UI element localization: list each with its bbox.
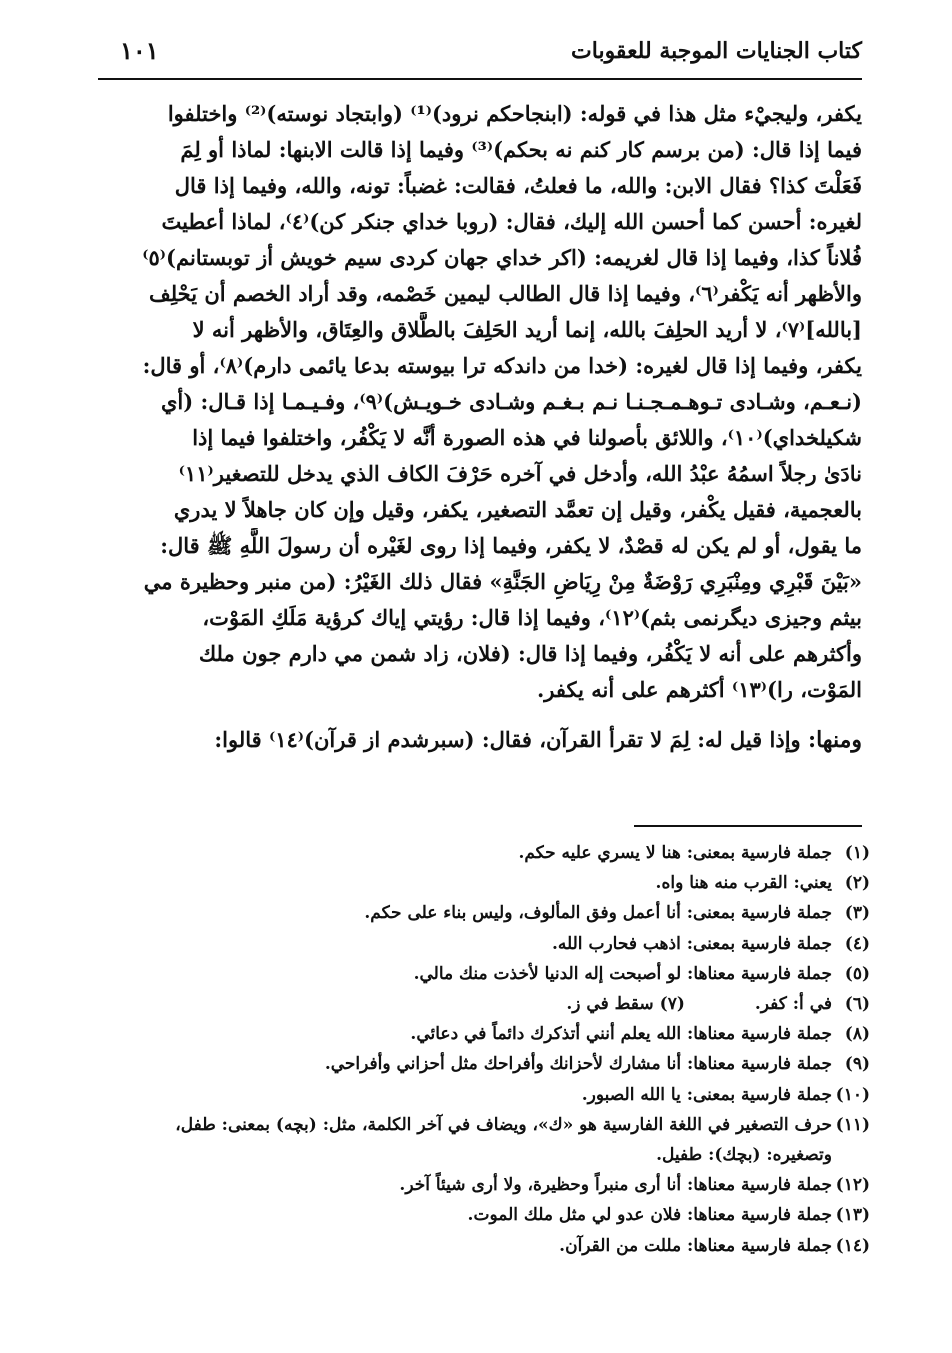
text-line: المَوْت، را)⁽١٣⁾ أكثرهم على أنه يكفر. <box>536 677 862 702</box>
text-line: يكفر، وفيما إذا قال لغيره: (خدا من داندكه ترا بيوسته بدعا يائمى دارم)⁽٨⁾، أو قال: <box>142 353 862 378</box>
footnote-text: حرف التصغير في اللغة الفارسية هو «ك»، ويضاف في آخر الكلمة، مثل: (بچه) بمعنى: طفل، <box>175 1114 832 1135</box>
footnote <box>96 1049 870 1079</box>
footnote <box>566 989 684 1019</box>
footnote-text: في أ: كفر. <box>754 994 832 1015</box>
text-line: «بَيْنَ قَبْرِي ومِنْبَرِي رَوْضَةٌ مِنْ رِيَاضِ الجَنَّةِ» فقال ذلك الغَيْرُ: (من منبر وحظيرة مي <box>143 569 862 594</box>
footnote-text: جملة فارسية بمعنى: أنا أعمل وفق المألوف، وليس بناء على حكم. <box>364 903 832 924</box>
footnote-number: (٢) <box>844 873 870 894</box>
footnote <box>96 929 870 959</box>
footnote-text: جملة فارسية معناها: لو أصبحت إله الدنيا لأخذت منك مالي. <box>413 963 832 984</box>
text-line: (نـعـم، وشـادى تـوهـمـجـنـا نـم بـغـم وشـادى خـويـش)⁽٩⁾، وفـيـمـا إذا قـال: (أي <box>160 389 862 414</box>
footnote-text: جملة فارسية بمعنى: اذهب فحارب الله. <box>551 933 832 954</box>
text-line: نادَىٰ رجلاً اسمُهُ عبْدُ الله، وأدخل في آخره حَرْفَ الكاف الذي يدخل للتصغير⁽١١⁾ <box>178 461 862 486</box>
footnote <box>96 1019 870 1049</box>
main-text <box>96 96 862 758</box>
running-header <box>98 34 862 80</box>
footnote <box>96 898 870 928</box>
footnote-text: جملة فارسية بمعنى: هنا لا يسري عليه حكم. <box>518 843 832 863</box>
text-line: فَعَلْتَ كذا؟ فقال الابن: والله، ما فعلتُ، فقالت: غضباً: تونه، والله، وفيما إذا قال <box>174 173 862 198</box>
footnote <box>96 1110 870 1140</box>
section-text: وإذا قيل له: لِمَ لا تقرأ القرآن، فقال: (سبرشدم از قرآن)⁽١٤⁾ قالوا: <box>214 727 808 752</box>
text-line: والأظهر أنه يَكْفر⁽٦⁾، وفيما إذا قال الطالب ليمين خَصْمه، وقد أراد الخصم أن يَحْلِف <box>148 281 862 306</box>
footnote-continuation: وتصغيره: (بچك): طفيل. <box>656 1145 832 1166</box>
footnote-pair <box>96 989 870 1019</box>
footnote <box>96 1200 870 1230</box>
page-number: ١٠١ <box>120 36 159 65</box>
footnote <box>96 868 870 898</box>
footnote-text: سقط في ز. <box>566 994 654 1015</box>
text-line: فيما إذا قال: (من برسم كار كنم نه بحكم)⁽³⁾ وفيما إذا قالت الابنها: لماذا أو لِمَ <box>180 137 862 162</box>
text-line: بالعجمية، فقيل يكْفر، وقيل إن تعمَّد التصغير، يكفر، وقيل وإن كان جاهلاً لا يدري <box>173 497 862 522</box>
text-line: وأكثرهم على أنه لا يَكْفُر، وفيما إذا قال: (فلان، زاد شمن مي دارم جون ملك <box>198 641 862 666</box>
text-line: لغيره: أحسن كما أحسن الله إليك، فقال: (روبا خداي جنكر كن)⁽٤⁾، لماذا أعطيتَ <box>161 209 862 234</box>
text-line: [بالله]⁽٧⁾، لا أريد الحلِفَ بالله، إنما أريد الحَلِفَ بالطَّلاق والعِتَاق، والأظهر أنه لا <box>192 317 862 342</box>
footnote-number: (١٤) <box>835 1235 870 1256</box>
footnote-number: (٩) <box>844 1054 870 1075</box>
section-lead: ومنها: <box>807 727 862 753</box>
footnote <box>96 838 870 868</box>
footnote-number: (٥) <box>844 963 870 984</box>
footnote <box>96 1170 870 1200</box>
text-line: فُلاناً كذا، وفيما إذا قال لغريمه: (اكر خداي جهان كردى سيم خويش أز توبستانم)⁽٥⁾ <box>142 245 862 270</box>
footnote-text: جملة فارسية معناها: الله يعلم أنني أتذكرك دائماً في دعائي. <box>410 1024 832 1045</box>
section-paragraph <box>96 722 862 758</box>
footnote-number: (١٣) <box>835 1205 870 1226</box>
footnote-number: (٣) <box>844 903 870 924</box>
footnote-number: (١) <box>844 843 870 863</box>
text-line: بيثم وجيزى ديگرنمى بثم)⁽١٢⁾، وفيما إذا قال: رؤيتي إياك كرؤية مَلَكِ المَوْت، <box>202 605 862 630</box>
footnote-text: جملة فارسية معناها: أنا أرى منبراً وحظيرة، ولا أرى شيئاً آخر. <box>399 1175 832 1196</box>
footnote-number: (٤) <box>844 933 870 954</box>
footnote <box>755 989 870 1019</box>
text-line: يكفر، وليجيْء مثل هذا في قوله: (ابنجاحكم نرود)⁽¹⁾ (وابتجاد نوسته)⁽²⁾ واختلفوا <box>167 101 862 126</box>
footnote-number: (٦) <box>844 994 870 1015</box>
footnote <box>96 959 870 989</box>
footnote-number: (١١) <box>835 1114 870 1135</box>
footnote-separator <box>634 825 862 827</box>
footnote <box>96 1231 870 1261</box>
footnote-number: (١٢) <box>835 1175 870 1196</box>
chapter-title: كتاب الجنايات الموجبة للعقوبات <box>571 38 862 64</box>
text-line: شكيلخداي)⁽١٠⁾، واللائق بأصولنا في هذه الصورة أنَّه لا يَكْفُر، واختلفوا فيما إذا <box>192 425 862 450</box>
text-line: ما يقول، أو لم يكن له قصْدٌ، لا يكفر، وفيما إذا روى لغَيْره أن رسولَ اللَّهِ ﷺ قال: <box>160 533 862 558</box>
footnote <box>96 1080 870 1110</box>
footnote-number: (٧) <box>659 994 685 1015</box>
footnote-text: يعني: القرب منه هنا واه. <box>655 873 832 894</box>
footnote-text: جملة فارسية معناها: مللت من القرآن. <box>559 1235 832 1256</box>
footnotes <box>96 838 870 1261</box>
footnote-text: جملة فارسية معناها: أنا مشارك لأحزانك وأفراحك مثل أحزاني وأفراحي. <box>324 1054 832 1075</box>
footnote-text: جملة فارسية معناها: فلان عدو لي مثل ملك الموت. <box>467 1205 832 1226</box>
footnote-number: (٨) <box>844 1024 870 1045</box>
footnote-text: جملة فارسية بمعنى: يا الله الصبور. <box>581 1084 832 1105</box>
footnote-number: (١٠) <box>835 1084 870 1105</box>
